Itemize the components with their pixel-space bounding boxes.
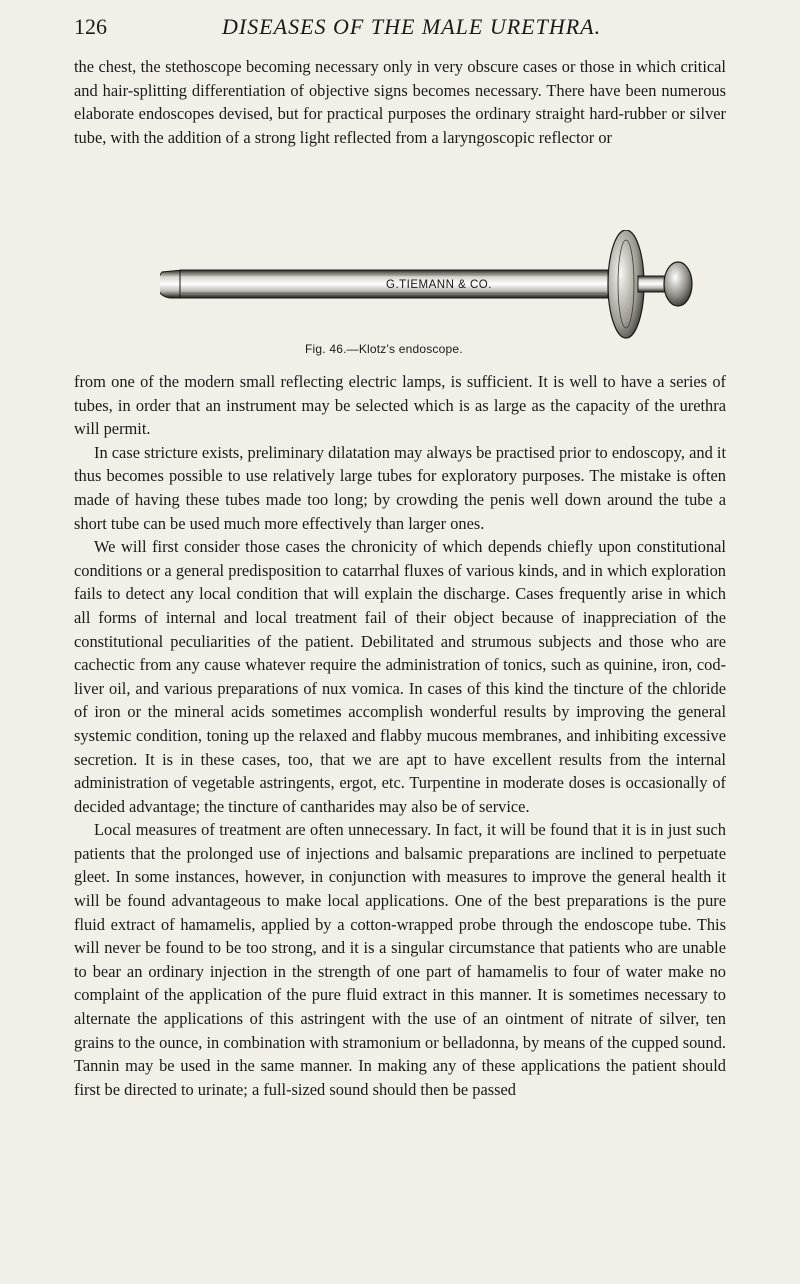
text-block-top [74,55,726,149]
figure-caption: Fig. 46.—Klotz's endoscope. [305,342,463,356]
paragraph: the chest, the stethoscope becoming necessary only in very obscure cases or those in which critical and hair-splitting differentiation of objective signs becomes necessary. There have been numerous elaborate endoscopes devised, but for practical purposes the ordinary straight hard-rubber or silver tube, with the addition of a strong light reflected from a laryngoscopic reflector or [74,57,726,147]
text-block-main [74,370,726,1101]
running-head [74,14,726,44]
running-title: DISEASES OF THE MALE URETHRA. [222,14,602,39]
paragraph: Local measures of treatment are often unnecessary. In fact, it will be found that it is in just such patients that the prolonged use of injections and balsamic preparations are inclined to perpetuate gleet. In some instances, however, in conjunction with measures to improve the general health it will be found advantageous to make local applications. One of the best preparations is the pure fluid extract of hamamelis, applied by a cotton-wrapped probe through the endoscope tube. This will never be found to be too strong, and it is a singular circumstance that patients who are unable to bear an ordinary injection in the strength of one part of hamamelis to four of water make no complaint of the application of the pure fluid extract in this manner. It is sometimes necessary to alternate the applications of this astringent with the use of an ointment of nitrate of silver, ten grains to the ounce, in combination with stramonium or belladonna, by means of the cupped sound. Tannin may be used in the same manner. In making any of these applications the patient should first be directed to urinate; a full-sized sound should then be passed [74,820,726,1099]
page-number: 126 [74,14,107,39]
endoscope-knob [664,262,692,306]
endoscope-illustration [160,230,700,360]
paragraph: In case stricture exists, preliminary dilatation may always be practised prior to endoscopy, and it thus becomes possible to use relatively large tubes for exploratory purposes. The mistake is often made of having these tubes made too long; by crowding the penis well down around the tube a short tube can be used much more effectively than larger ones. [74,442,726,533]
endoscope-tip [160,270,182,298]
paragraph: from one of the modern small reflecting electric lamps, is sufficient. It is well to have a series of tubes, in order that an instrument may be selected which is as large as the capacity of the urethra will permit. [74,372,726,439]
paragraph: We will first consider those cases the chronicity of which depends chiefly upon constitutional conditions or a general predisposition to catarrhal fluxes of various kinds, and in which exploration fails to detect any local condition that will explain the discharge. Cases frequently arise in which all forms of internal and local treatment fail of their object because of inappreciation of the constitutional peculiarities of the patient. Debilitated and strumous subjects and those who are cachectic from any cause whatever require the administration of tonics, such as quinine, iron, cod-liver oil, and various preparations of nux vomica. In cases of this kind the tincture of the chloride of iron or the mineral acids sometimes accomplish wonderful results by improving the general systemic condition, toning up the relaxed and flabby mucous membranes, and inhibiting excessive secretion. It is in these cases, too, that we are apt to have excellent results from the internal administration of vegetable astringents, ergot, etc. Turpentine in moderate doses is occasionally of decided advantage; the tincture of cantharides may also be of service. [74,537,726,816]
maker-engraving: G.TIEMANN & CO. [386,279,492,291]
